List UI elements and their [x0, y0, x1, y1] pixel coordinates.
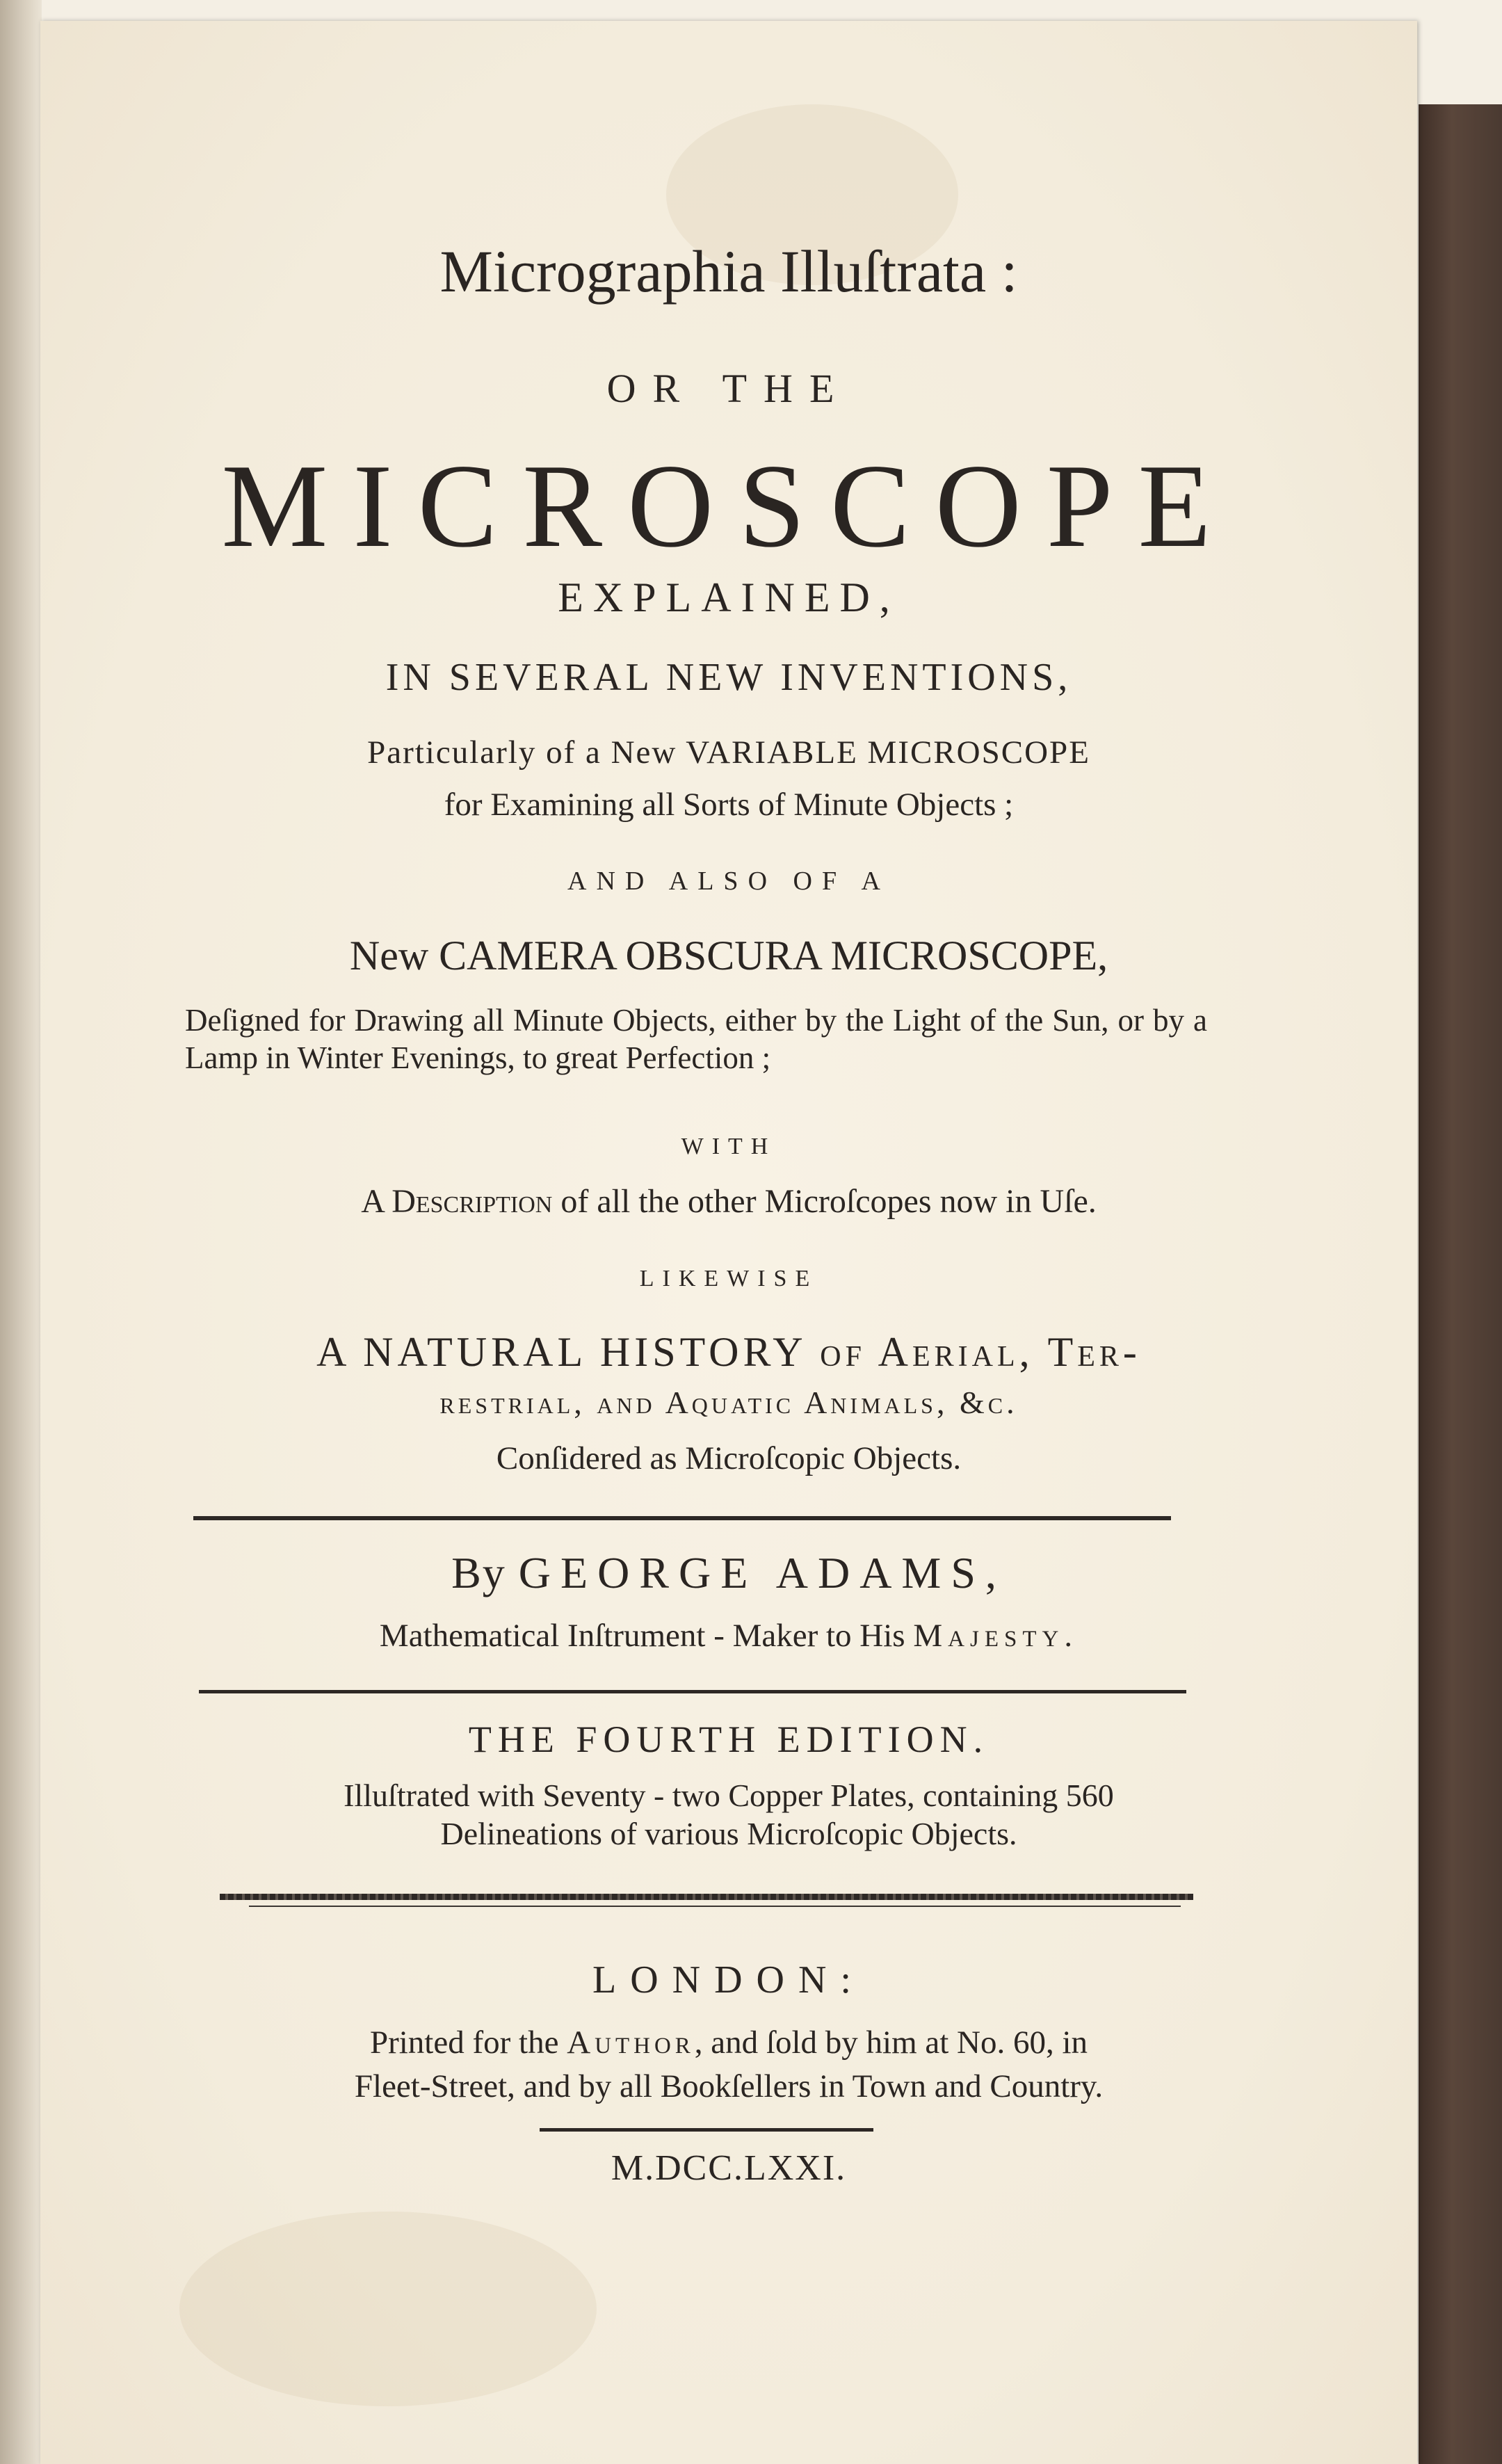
divider-rule [249, 1906, 1181, 1907]
author-word: Author [567, 2024, 695, 2061]
natural-history-title: A NATURAL HISTORY [316, 1329, 821, 1375]
title-page [40, 21, 1417, 2464]
book-cover-edge [1419, 104, 1502, 2464]
likewise-line: LIKEWISE [639, 1266, 818, 1291]
explained-line: EXPLAINED, [558, 574, 900, 620]
imprint-line-2: Fleet-Street, and by all Bookſellers in Town and Country. [354, 2068, 1104, 2104]
illustrated-line: Illuſtrated with Seventy - two Copper Plates, containing 560 [344, 1778, 1114, 1813]
also-of-a-line: AND ALSO OF A [567, 867, 890, 896]
imprint-line-1 [40, 2024, 1417, 2061]
publication-date: M.DCC.LXXI. [611, 2148, 847, 2188]
variable-microscope-line: Particularly of a New VARIABLE MICROSCOPE [367, 734, 1090, 771]
considered-line: Conſidered as Microſcopic Objects. [496, 1440, 962, 1476]
divider-rule [193, 1516, 1171, 1520]
printed-rest: , and ſold by him at No. 60, in [694, 2024, 1088, 2061]
divider-rule [540, 2128, 873, 2132]
author-line [40, 1547, 1417, 1599]
majesty-word: Majesty. [913, 1618, 1079, 1654]
author-name: GEORGE ADAMS, [518, 1548, 1006, 1597]
description-line [40, 1182, 1417, 1221]
description-prefix: A [361, 1183, 392, 1220]
natural-history-sub: of Aerial, Ter- [820, 1329, 1141, 1375]
examining-line: for Examining all Sorts of Minute Objects ; [444, 787, 1014, 823]
page-stain [179, 2212, 597, 2406]
imprint-city: LONDON: [592, 1958, 865, 2002]
natural-history-line-2: restrial, and Aquatic Animals, &c. [439, 1385, 1018, 1420]
printed-prefix: Printed for the [369, 2024, 567, 2061]
inventions-line: IN SEVERAL NEW INVENTIONS, [385, 656, 1072, 699]
camera-obscura-line: New CAMERA OBSCURA MICROSCOPE, [349, 933, 1108, 979]
ornamental-rule [220, 1894, 1193, 1900]
main-title: MICROSCOPE [221, 440, 1236, 572]
subtitle-connector: OR THE [606, 366, 851, 411]
description-word: Description [391, 1183, 553, 1220]
description-rest: of all the other Microſcopes now in Uſe. [552, 1183, 1097, 1220]
by-label: By [451, 1548, 519, 1597]
edition-line: THE FOURTH EDITION. [468, 1718, 990, 1760]
with-line: WITH [681, 1134, 777, 1159]
delineations-line: Delineations of various Microſcopic Objects. [440, 1816, 1017, 1851]
book-title: Micrographia Illuſtrata : [439, 238, 1018, 305]
author-title: Mathematical Inſtrument - Maker to His [379, 1618, 914, 1654]
designed-paragraph: Deſigned for Drawing all Minute Objects, either by the Light of the Sun, or by a Lamp in Winter Evenings, to great Perfection ; [185, 1003, 1207, 1075]
natural-history-line [40, 1328, 1417, 1376]
author-title-line [40, 1617, 1417, 1654]
divider-rule [199, 1690, 1186, 1693]
binding-left-edge [0, 0, 42, 2464]
